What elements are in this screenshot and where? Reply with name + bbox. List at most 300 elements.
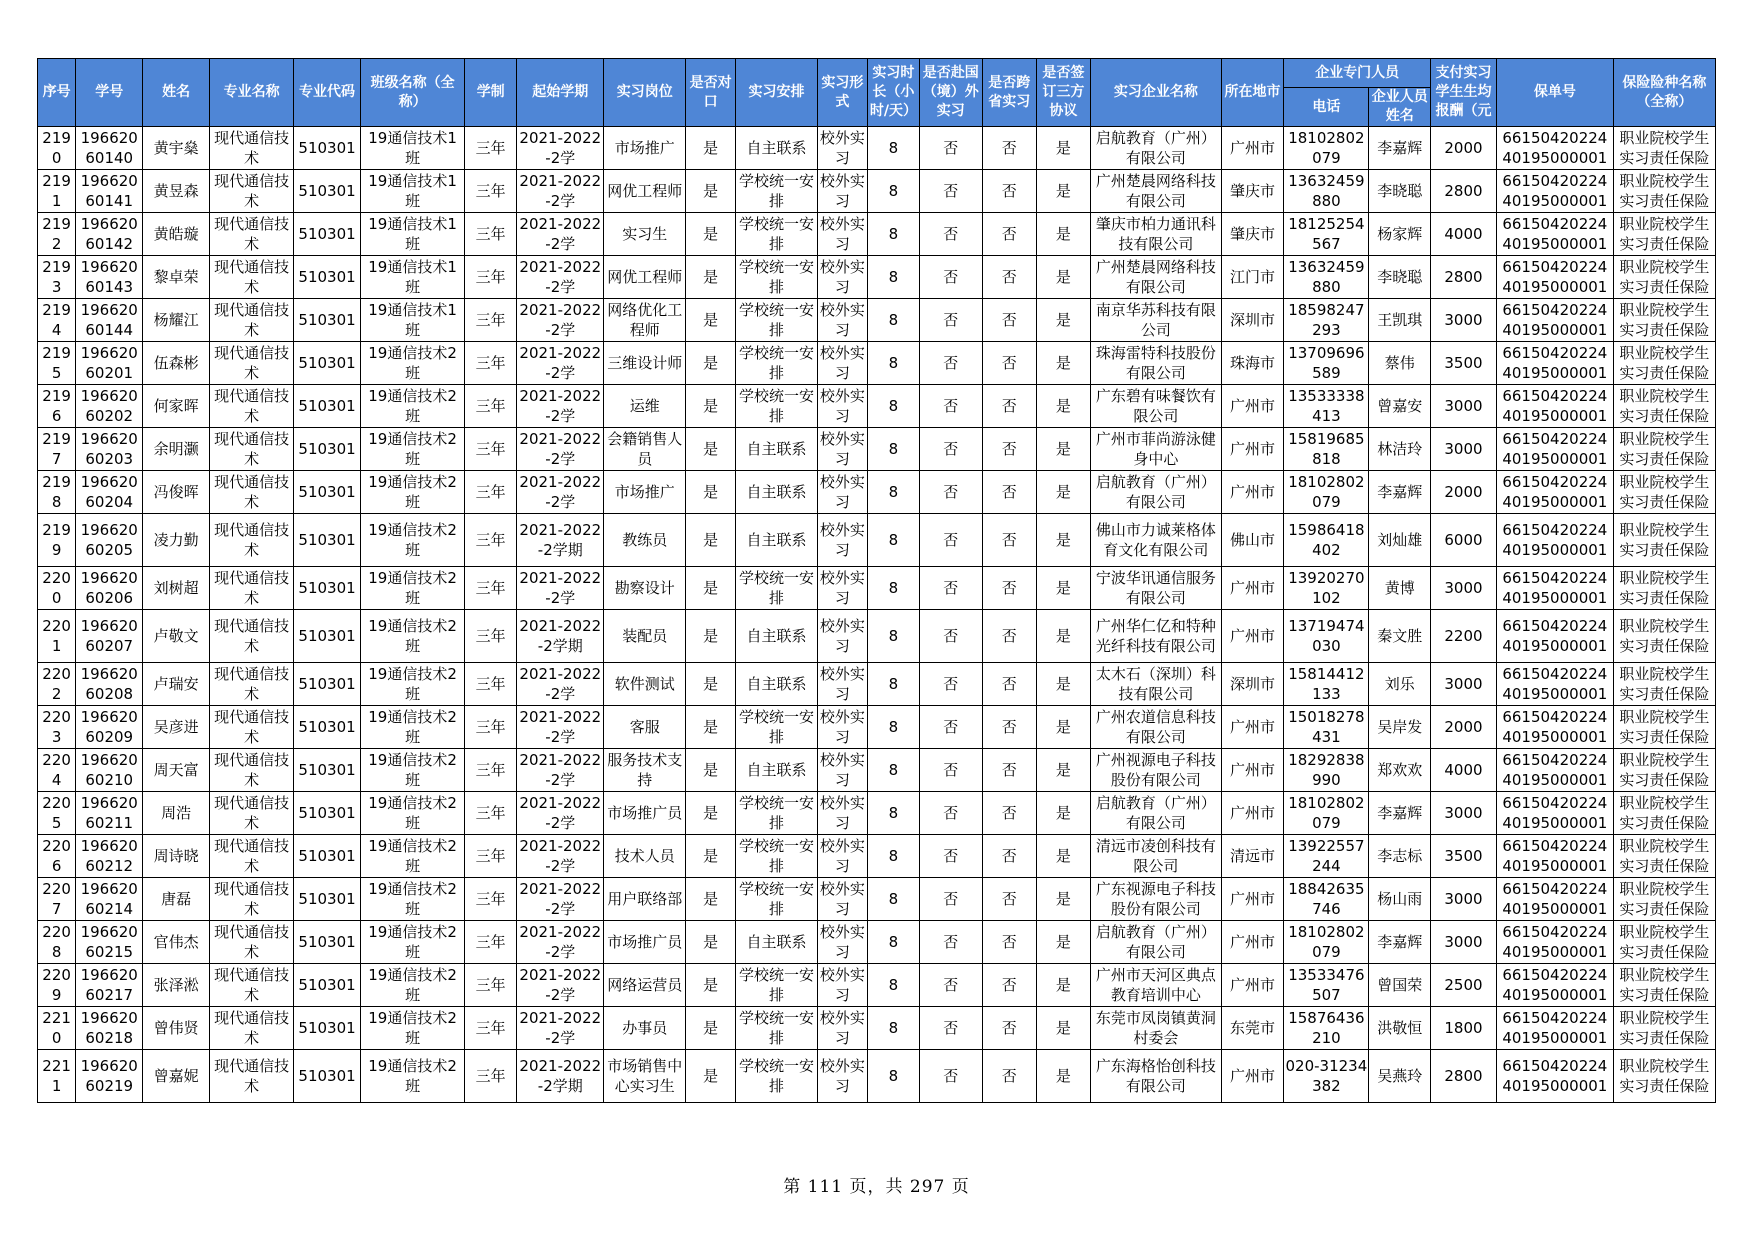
cell-policy-no: 6615042022440195000001 xyxy=(1496,471,1613,514)
cell-student-id: 19662060206 xyxy=(76,567,143,610)
cell-position: 勘察设计 xyxy=(604,567,686,610)
cell-contact-name: 黄博 xyxy=(1369,567,1431,610)
cell-insurance: 职业院校学生实习责任保险 xyxy=(1613,342,1715,385)
cell-insurance: 职业院校学生实习责任保险 xyxy=(1613,921,1715,964)
cell-form: 校外实习 xyxy=(817,170,867,213)
cell-pay: 3500 xyxy=(1431,342,1497,385)
cell-position: 办事员 xyxy=(604,1007,686,1050)
cell-company: 南京华苏科技有限公司 xyxy=(1090,299,1221,342)
cell-cross-province: 否 xyxy=(982,170,1036,213)
cell-major-code: 510301 xyxy=(294,342,361,385)
cell-company: 宁波华讯通信服务有限公司 xyxy=(1090,567,1221,610)
cell-matched: 是 xyxy=(686,835,736,878)
cell-major-code: 510301 xyxy=(294,127,361,170)
cell-name: 伍森彬 xyxy=(143,342,210,385)
cell-city: 深圳市 xyxy=(1221,663,1284,706)
cell-policy-no: 6615042022440195000001 xyxy=(1496,567,1613,610)
cell-insurance: 职业院校学生实习责任保险 xyxy=(1613,567,1715,610)
cell-abroad: 否 xyxy=(919,610,982,663)
cell-matched: 是 xyxy=(686,256,736,299)
cell-policy-no: 6615042022440195000001 xyxy=(1496,706,1613,749)
cell-major-code: 510301 xyxy=(294,878,361,921)
cell-cross-province: 否 xyxy=(982,299,1036,342)
cell-position: 用户联络部 xyxy=(604,878,686,921)
cell-company: 东莞市凤岗镇黄洞村委会 xyxy=(1090,1007,1221,1050)
internship-table xyxy=(37,58,1716,1103)
cell-duration: 三年 xyxy=(465,1050,517,1103)
cell-student-id: 19662060218 xyxy=(76,1007,143,1050)
cell-duration: 三年 xyxy=(465,342,517,385)
cell-matched: 是 xyxy=(686,299,736,342)
cell-pay: 2000 xyxy=(1431,127,1497,170)
cell-start-term: 2021-2022-2学 xyxy=(517,170,604,213)
cell-arrangement: 自主联系 xyxy=(736,428,818,471)
cell-seq: 2201 xyxy=(38,610,76,663)
cell-policy-no: 6615042022440195000001 xyxy=(1496,964,1613,1007)
cell-position: 三维设计师 xyxy=(604,342,686,385)
cell-company: 清远市凌创科技有限公司 xyxy=(1090,835,1221,878)
cell-major-code: 510301 xyxy=(294,170,361,213)
cell-duration: 三年 xyxy=(465,663,517,706)
cell-city: 广州市 xyxy=(1221,749,1284,792)
cell-city: 广州市 xyxy=(1221,921,1284,964)
cell-duration: 三年 xyxy=(465,127,517,170)
cell-city: 肇庆市 xyxy=(1221,170,1284,213)
cell-student-id: 19662060142 xyxy=(76,213,143,256)
cell-student-id: 19662060214 xyxy=(76,878,143,921)
cell-major-code: 510301 xyxy=(294,514,361,567)
cell-arrangement: 学校统一安排 xyxy=(736,342,818,385)
cell-policy-no: 6615042022440195000001 xyxy=(1496,428,1613,471)
cell-phone: 13920270102 xyxy=(1284,567,1369,610)
cell-position: 网络优化工程师 xyxy=(604,299,686,342)
cell-major-code: 510301 xyxy=(294,749,361,792)
cell-abroad: 否 xyxy=(919,342,982,385)
table-body xyxy=(38,127,1716,1103)
cell-insurance: 职业院校学生实习责任保险 xyxy=(1613,256,1715,299)
cell-hours: 8 xyxy=(867,127,919,170)
cell-tripartite: 是 xyxy=(1036,299,1090,342)
cell-contact-name: 刘灿雄 xyxy=(1369,514,1431,567)
cell-company: 太木石（深圳）科技有限公司 xyxy=(1090,663,1221,706)
cell-arrangement: 自主联系 xyxy=(736,663,818,706)
cell-matched: 是 xyxy=(686,567,736,610)
header-name: 姓名 xyxy=(143,59,210,127)
cell-student-id: 19662060202 xyxy=(76,385,143,428)
table-row xyxy=(38,385,1716,428)
cell-duration: 三年 xyxy=(465,428,517,471)
header-position: 实习岗位 xyxy=(604,59,686,127)
cell-arrangement: 学校统一安排 xyxy=(736,964,818,1007)
cell-duration: 三年 xyxy=(465,299,517,342)
cell-matched: 是 xyxy=(686,1050,736,1103)
cell-pay: 3000 xyxy=(1431,663,1497,706)
cell-tripartite: 是 xyxy=(1036,385,1090,428)
cell-company: 佛山市力诚莱格体育文化有限公司 xyxy=(1090,514,1221,567)
header-cross-province: 是否跨省实习 xyxy=(982,59,1036,127)
cell-major-code: 510301 xyxy=(294,1050,361,1103)
cell-matched: 是 xyxy=(686,706,736,749)
cell-name: 周浩 xyxy=(143,792,210,835)
cell-hours: 8 xyxy=(867,878,919,921)
header-major: 专业名称 xyxy=(210,59,294,127)
cell-form: 校外实习 xyxy=(817,663,867,706)
cell-start-term: 2021-2022-2学 xyxy=(517,471,604,514)
cell-contact-name: 林洁玲 xyxy=(1369,428,1431,471)
cell-city: 广州市 xyxy=(1221,706,1284,749)
cell-start-term: 2021-2022-2学 xyxy=(517,342,604,385)
cell-tripartite: 是 xyxy=(1036,471,1090,514)
cell-position: 网优工程师 xyxy=(604,170,686,213)
cell-seq: 2202 xyxy=(38,663,76,706)
cell-insurance: 职业院校学生实习责任保险 xyxy=(1613,213,1715,256)
cell-company: 广州楚晨网络科技有限公司 xyxy=(1090,170,1221,213)
cell-insurance: 职业院校学生实习责任保险 xyxy=(1613,514,1715,567)
cell-name: 曾嘉妮 xyxy=(143,1050,210,1103)
cell-form: 校外实习 xyxy=(817,471,867,514)
cell-duration: 三年 xyxy=(465,964,517,1007)
cell-class-name: 19通信技术2班 xyxy=(361,514,465,567)
cell-form: 校外实习 xyxy=(817,835,867,878)
cell-contact-name: 秦文胜 xyxy=(1369,610,1431,663)
cell-policy-no: 6615042022440195000001 xyxy=(1496,1007,1613,1050)
cell-name: 官伟杰 xyxy=(143,921,210,964)
cell-start-term: 2021-2022-2学 xyxy=(517,256,604,299)
cell-major: 现代通信技术 xyxy=(210,385,294,428)
cell-policy-no: 6615042022440195000001 xyxy=(1496,749,1613,792)
cell-phone: 18598247293 xyxy=(1284,299,1369,342)
cell-hours: 8 xyxy=(867,428,919,471)
cell-matched: 是 xyxy=(686,514,736,567)
cell-hours: 8 xyxy=(867,170,919,213)
cell-abroad: 否 xyxy=(919,1007,982,1050)
cell-major: 现代通信技术 xyxy=(210,835,294,878)
cell-policy-no: 6615042022440195000001 xyxy=(1496,127,1613,170)
cell-abroad: 否 xyxy=(919,428,982,471)
cell-major: 现代通信技术 xyxy=(210,170,294,213)
cell-seq: 2200 xyxy=(38,567,76,610)
cell-tripartite: 是 xyxy=(1036,835,1090,878)
cell-student-id: 19662060210 xyxy=(76,749,143,792)
cell-student-id: 19662060211 xyxy=(76,792,143,835)
cell-cross-province: 否 xyxy=(982,256,1036,299)
cell-class-name: 19通信技术2班 xyxy=(361,567,465,610)
cell-tripartite: 是 xyxy=(1036,170,1090,213)
cell-cross-province: 否 xyxy=(982,385,1036,428)
cell-pay: 3000 xyxy=(1431,385,1497,428)
cell-duration: 三年 xyxy=(465,749,517,792)
cell-class-name: 19通信技术2班 xyxy=(361,342,465,385)
cell-city: 广州市 xyxy=(1221,471,1284,514)
cell-major-code: 510301 xyxy=(294,1007,361,1050)
cell-city: 广州市 xyxy=(1221,878,1284,921)
cell-matched: 是 xyxy=(686,663,736,706)
cell-abroad: 否 xyxy=(919,706,982,749)
cell-policy-no: 6615042022440195000001 xyxy=(1496,878,1613,921)
cell-hours: 8 xyxy=(867,567,919,610)
cell-start-term: 2021-2022-2学 xyxy=(517,428,604,471)
cell-arrangement: 自主联系 xyxy=(736,514,818,567)
cell-insurance: 职业院校学生实习责任保险 xyxy=(1613,471,1715,514)
cell-position: 实习生 xyxy=(604,213,686,256)
cell-seq: 2192 xyxy=(38,213,76,256)
cell-tripartite: 是 xyxy=(1036,610,1090,663)
header-contact-name: 企业人员姓名 xyxy=(1369,88,1431,127)
cell-major: 现代通信技术 xyxy=(210,567,294,610)
cell-major-code: 510301 xyxy=(294,663,361,706)
cell-city: 广州市 xyxy=(1221,964,1284,1007)
table-row xyxy=(38,428,1716,471)
cell-matched: 是 xyxy=(686,170,736,213)
page-footer: 第 111 页，共 297 页 xyxy=(783,1177,970,1197)
cell-arrangement: 自主联系 xyxy=(736,471,818,514)
header-start-term: 起始学期 xyxy=(517,59,604,127)
cell-position: 会籍销售人员 xyxy=(604,428,686,471)
cell-duration: 三年 xyxy=(465,567,517,610)
cell-major-code: 510301 xyxy=(294,792,361,835)
cell-tripartite: 是 xyxy=(1036,428,1090,471)
cell-pay: 3000 xyxy=(1431,921,1497,964)
cell-company: 启航教育（广州）有限公司 xyxy=(1090,921,1221,964)
cell-pay: 2800 xyxy=(1431,1050,1497,1103)
cell-form: 校外实习 xyxy=(817,749,867,792)
cell-hours: 8 xyxy=(867,835,919,878)
cell-abroad: 否 xyxy=(919,749,982,792)
cell-class-name: 19通信技术2班 xyxy=(361,878,465,921)
cell-policy-no: 6615042022440195000001 xyxy=(1496,835,1613,878)
cell-phone: 18842635746 xyxy=(1284,878,1369,921)
cell-contact-name: 李嘉辉 xyxy=(1369,471,1431,514)
cell-insurance: 职业院校学生实习责任保险 xyxy=(1613,663,1715,706)
cell-start-term: 2021-2022-2学 xyxy=(517,706,604,749)
header-hours: 实习时长（小时/天） xyxy=(867,59,919,127)
cell-duration: 三年 xyxy=(465,514,517,567)
table-row xyxy=(38,514,1716,567)
cell-cross-province: 否 xyxy=(982,1007,1036,1050)
cell-major-code: 510301 xyxy=(294,428,361,471)
cell-contact-name: 吴燕玲 xyxy=(1369,1050,1431,1103)
cell-city: 广州市 xyxy=(1221,610,1284,663)
cell-matched: 是 xyxy=(686,792,736,835)
table-row xyxy=(38,792,1716,835)
cell-tripartite: 是 xyxy=(1036,256,1090,299)
cell-city: 深圳市 xyxy=(1221,299,1284,342)
cell-policy-no: 6615042022440195000001 xyxy=(1496,385,1613,428)
cell-abroad: 否 xyxy=(919,835,982,878)
cell-insurance: 职业院校学生实习责任保险 xyxy=(1613,428,1715,471)
cell-student-id: 19662060209 xyxy=(76,706,143,749)
cell-position: 教练员 xyxy=(604,514,686,567)
cell-start-term: 2021-2022-2学 xyxy=(517,213,604,256)
cell-major-code: 510301 xyxy=(294,706,361,749)
cell-hours: 8 xyxy=(867,256,919,299)
cell-position: 客服 xyxy=(604,706,686,749)
header-student-id: 学号 xyxy=(76,59,143,127)
cell-abroad: 否 xyxy=(919,878,982,921)
cell-arrangement: 学校统一安排 xyxy=(736,835,818,878)
table-row xyxy=(38,567,1716,610)
cell-policy-no: 6615042022440195000001 xyxy=(1496,1050,1613,1103)
cell-form: 校外实习 xyxy=(817,428,867,471)
table-row xyxy=(38,921,1716,964)
cell-phone: 18102802079 xyxy=(1284,127,1369,170)
cell-contact-name: 洪敬恒 xyxy=(1369,1007,1431,1050)
cell-arrangement: 自主联系 xyxy=(736,610,818,663)
cell-class-name: 19通信技术2班 xyxy=(361,1007,465,1050)
cell-name: 吴彦进 xyxy=(143,706,210,749)
cell-company: 广州农道信息科技有限公司 xyxy=(1090,706,1221,749)
cell-major: 现代通信技术 xyxy=(210,749,294,792)
cell-seq: 2197 xyxy=(38,428,76,471)
cell-contact-name: 李晓聪 xyxy=(1369,256,1431,299)
cell-company: 启航教育（广州）有限公司 xyxy=(1090,127,1221,170)
cell-phone: 15819685818 xyxy=(1284,428,1369,471)
cell-start-term: 2021-2022-2学 xyxy=(517,567,604,610)
cell-student-id: 19662060141 xyxy=(76,170,143,213)
cell-tripartite: 是 xyxy=(1036,878,1090,921)
cell-abroad: 否 xyxy=(919,471,982,514)
cell-student-id: 19662060204 xyxy=(76,471,143,514)
cell-pay: 2200 xyxy=(1431,610,1497,663)
cell-company: 广东视源电子科技股份有限公司 xyxy=(1090,878,1221,921)
cell-start-term: 2021-2022-2学 xyxy=(517,1007,604,1050)
cell-arrangement: 学校统一安排 xyxy=(736,706,818,749)
cell-position: 网络运营员 xyxy=(604,964,686,1007)
cell-class-name: 19通信技术2班 xyxy=(361,663,465,706)
cell-phone: 13632459880 xyxy=(1284,256,1369,299)
cell-city: 肇庆市 xyxy=(1221,213,1284,256)
cell-cross-province: 否 xyxy=(982,749,1036,792)
cell-student-id: 19662060208 xyxy=(76,663,143,706)
cell-major-code: 510301 xyxy=(294,964,361,1007)
table-header xyxy=(38,59,1716,127)
cell-duration: 三年 xyxy=(465,921,517,964)
cell-form: 校外实习 xyxy=(817,792,867,835)
cell-name: 卢敬文 xyxy=(143,610,210,663)
cell-tripartite: 是 xyxy=(1036,1050,1090,1103)
cell-cross-province: 否 xyxy=(982,471,1036,514)
cell-major: 现代通信技术 xyxy=(210,878,294,921)
cell-city: 东莞市 xyxy=(1221,1007,1284,1050)
cell-start-term: 2021-2022-2学 xyxy=(517,663,604,706)
cell-start-term: 2021-2022-2学 xyxy=(517,127,604,170)
table-row xyxy=(38,964,1716,1007)
cell-name: 唐磊 xyxy=(143,878,210,921)
cell-contact-name: 杨山雨 xyxy=(1369,878,1431,921)
cell-policy-no: 6615042022440195000001 xyxy=(1496,792,1613,835)
cell-seq: 2203 xyxy=(38,706,76,749)
cell-name: 黄宇燊 xyxy=(143,127,210,170)
cell-hours: 8 xyxy=(867,342,919,385)
cell-cross-province: 否 xyxy=(982,127,1036,170)
cell-contact-name: 蔡伟 xyxy=(1369,342,1431,385)
cell-name: 凌力勤 xyxy=(143,514,210,567)
cell-hours: 8 xyxy=(867,514,919,567)
cell-hours: 8 xyxy=(867,299,919,342)
cell-hours: 8 xyxy=(867,610,919,663)
cell-student-id: 19662060217 xyxy=(76,964,143,1007)
cell-hours: 8 xyxy=(867,1007,919,1050)
cell-major: 现代通信技术 xyxy=(210,342,294,385)
header-seq: 序号 xyxy=(38,59,76,127)
cell-position: 服务技术支持 xyxy=(604,749,686,792)
cell-seq: 2204 xyxy=(38,749,76,792)
header-company: 实习企业名称 xyxy=(1090,59,1221,127)
cell-major-code: 510301 xyxy=(294,299,361,342)
cell-city: 广州市 xyxy=(1221,127,1284,170)
cell-tripartite: 是 xyxy=(1036,663,1090,706)
cell-class-name: 19通信技术2班 xyxy=(361,706,465,749)
cell-abroad: 否 xyxy=(919,1050,982,1103)
cell-pay: 3000 xyxy=(1431,428,1497,471)
cell-major: 现代通信技术 xyxy=(210,610,294,663)
cell-major: 现代通信技术 xyxy=(210,471,294,514)
table-row xyxy=(38,213,1716,256)
cell-company: 肇庆市柏力通讯科技有限公司 xyxy=(1090,213,1221,256)
cell-class-name: 19通信技术1班 xyxy=(361,213,465,256)
cell-seq: 2207 xyxy=(38,878,76,921)
cell-matched: 是 xyxy=(686,471,736,514)
cell-arrangement: 学校统一安排 xyxy=(736,256,818,299)
cell-class-name: 19通信技术2班 xyxy=(361,749,465,792)
cell-major-code: 510301 xyxy=(294,213,361,256)
cell-arrangement: 学校统一安排 xyxy=(736,213,818,256)
cell-policy-no: 6615042022440195000001 xyxy=(1496,514,1613,567)
cell-tripartite: 是 xyxy=(1036,127,1090,170)
cell-arrangement: 学校统一安排 xyxy=(736,385,818,428)
cell-position: 市场推广 xyxy=(604,471,686,514)
cell-seq: 2190 xyxy=(38,127,76,170)
cell-name: 张泽淞 xyxy=(143,964,210,1007)
cell-seq: 2211 xyxy=(38,1050,76,1103)
cell-seq: 2206 xyxy=(38,835,76,878)
cell-phone: 15814412133 xyxy=(1284,663,1369,706)
cell-company: 珠海雷特科技股份有限公司 xyxy=(1090,342,1221,385)
cell-contact-name: 吴岸发 xyxy=(1369,706,1431,749)
cell-name: 曾伟贤 xyxy=(143,1007,210,1050)
cell-duration: 三年 xyxy=(465,213,517,256)
cell-name: 黄皓璇 xyxy=(143,213,210,256)
cell-form: 校外实习 xyxy=(817,706,867,749)
cell-form: 校外实习 xyxy=(817,964,867,1007)
table-row xyxy=(38,1007,1716,1050)
cell-form: 校外实习 xyxy=(817,213,867,256)
cell-student-id: 19662060219 xyxy=(76,1050,143,1103)
cell-phone: 18125254567 xyxy=(1284,213,1369,256)
cell-phone: 15876436210 xyxy=(1284,1007,1369,1050)
cell-tripartite: 是 xyxy=(1036,213,1090,256)
cell-matched: 是 xyxy=(686,342,736,385)
table-row xyxy=(38,835,1716,878)
table-row xyxy=(38,127,1716,170)
cell-major: 现代通信技术 xyxy=(210,792,294,835)
cell-phone: 18102802079 xyxy=(1284,792,1369,835)
cell-start-term: 2021-2022-2学 xyxy=(517,299,604,342)
cell-major: 现代通信技术 xyxy=(210,256,294,299)
header-abroad: 是否赴国（境）外实习 xyxy=(919,59,982,127)
table-row xyxy=(38,471,1716,514)
table-row xyxy=(38,170,1716,213)
header-matched: 是否对口 xyxy=(686,59,736,127)
cell-matched: 是 xyxy=(686,610,736,663)
cell-insurance: 职业院校学生实习责任保险 xyxy=(1613,1007,1715,1050)
cell-form: 校外实习 xyxy=(817,385,867,428)
cell-matched: 是 xyxy=(686,878,736,921)
cell-cross-province: 否 xyxy=(982,342,1036,385)
cell-cross-province: 否 xyxy=(982,1050,1036,1103)
cell-company: 广州市菲尚游泳健身中心 xyxy=(1090,428,1221,471)
cell-seq: 2205 xyxy=(38,792,76,835)
